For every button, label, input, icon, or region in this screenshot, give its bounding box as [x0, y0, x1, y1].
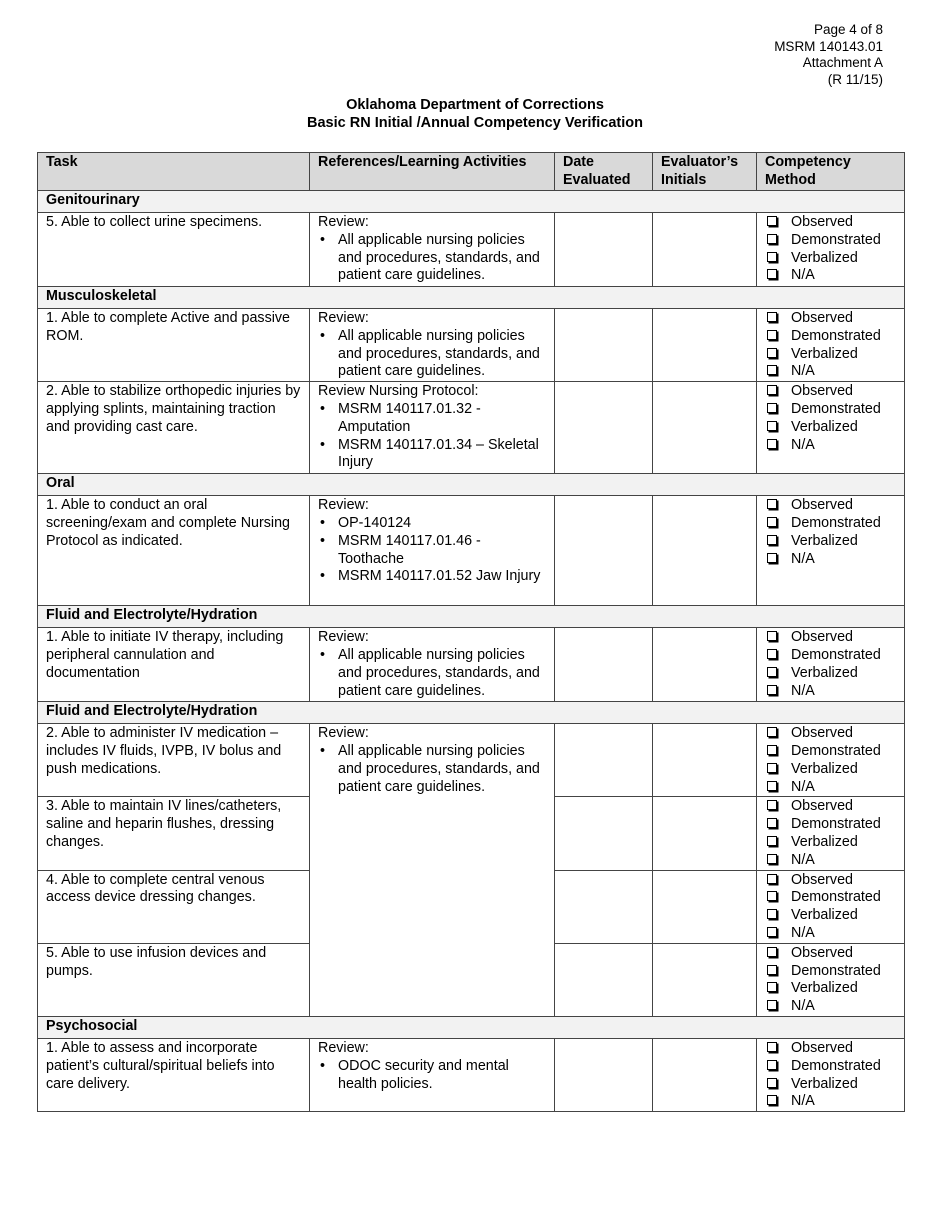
competency-option-label: Observed: [791, 725, 853, 742]
competency-option[interactable]: [765, 779, 897, 797]
competency-option-label: Observed: [791, 944, 853, 961]
references-heading: Review:: [318, 310, 369, 326]
competency-option[interactable]: [765, 383, 897, 401]
competency-option[interactable]: [765, 419, 897, 437]
competency-option-label: N/A: [791, 924, 815, 941]
competency-method-options: [765, 945, 897, 1016]
date-evaluated-cell[interactable]: [555, 1038, 653, 1111]
title-line-1: Oklahoma Department of Corrections: [346, 97, 604, 113]
reference-item: • MSRM 140117.01.46 - Toothache: [318, 533, 547, 569]
date-evaluated-cell[interactable]: [555, 943, 653, 1016]
competency-method-cell: [757, 943, 905, 1016]
competency-method-cell: [757, 724, 905, 797]
competency-option-label: N/A: [791, 267, 815, 284]
checkbox-icon[interactable]: [767, 312, 777, 322]
checkbox-icon[interactable]: [767, 1095, 777, 1105]
checkbox-icon[interactable]: [767, 982, 777, 992]
competency-method-options: [765, 310, 897, 381]
competency-option-label: Observed: [791, 871, 853, 888]
competency-method-cell: [757, 213, 905, 287]
competency-option-label: Demonstrated: [791, 231, 881, 248]
references-cell: [310, 213, 555, 287]
competency-option[interactable]: [765, 998, 897, 1016]
references-list: [318, 1058, 547, 1094]
competency-option-label: Demonstrated: [791, 742, 881, 759]
checkbox-icon[interactable]: [767, 439, 777, 449]
table-row: [38, 309, 905, 382]
checkbox-icon[interactable]: [767, 348, 777, 358]
competency-method-options: [765, 629, 897, 700]
reference-item: • MSRM 140117.01.52 Jaw Injury: [318, 568, 547, 586]
checkbox-icon[interactable]: [767, 891, 777, 901]
competency-option-label: Demonstrated: [791, 514, 881, 531]
competency-option-label: Observed: [791, 1039, 853, 1056]
references-heading: Review:: [318, 1039, 369, 1056]
competency-option-label: Verbalized: [791, 532, 858, 549]
checkbox-icon[interactable]: [767, 365, 777, 375]
competency-option-label: Demonstrated: [791, 1057, 881, 1074]
competency-option[interactable]: [765, 798, 897, 816]
date-evaluated-cell[interactable]: [555, 797, 653, 870]
page-number: Page 4 of 8: [813, 22, 883, 37]
competency-option-label: N/A: [791, 851, 815, 868]
table-row: [38, 628, 905, 702]
competency-option[interactable]: [765, 816, 897, 834]
competency-option[interactable]: [765, 725, 897, 743]
competency-option[interactable]: [765, 889, 897, 907]
references-list: [318, 401, 547, 472]
competency-option[interactable]: [765, 437, 897, 455]
competency-method-cell: [757, 797, 905, 870]
competency-option-label: Demonstrated: [791, 646, 881, 663]
title-line-2: Basic RN Initial /Annual Competency Verification: [307, 115, 643, 131]
references-heading: Review Nursing Protocol:: [318, 383, 479, 400]
evaluator-initials-cell[interactable]: [653, 213, 757, 287]
competency-method-options: [765, 497, 897, 568]
checkbox-icon[interactable]: [767, 649, 777, 659]
competency-option-label: Verbalized: [791, 418, 858, 435]
date-evaluated-cell[interactable]: [555, 309, 653, 382]
task-cell: [38, 382, 310, 474]
competency-option[interactable]: [765, 945, 897, 963]
col-evaluator-initials: Evaluator’s Initials: [653, 153, 757, 191]
checkbox-icon[interactable]: [767, 874, 777, 884]
evaluator-initials-cell[interactable]: [653, 496, 757, 606]
reference-item: • MSRM 140117.01.34 – Skeletal Injury: [318, 437, 547, 473]
competency-option-label: Demonstrated: [791, 816, 881, 833]
competency-option[interactable]: [765, 852, 897, 870]
competency-option[interactable]: [765, 250, 897, 268]
references-heading: Review:: [318, 725, 369, 742]
competency-option-label: N/A: [791, 998, 815, 1015]
task-text: 1. Able to assess and incorporate patient’s cultural/spiritual beliefs into care delivery.: [46, 1039, 275, 1092]
checkbox-icon[interactable]: [767, 947, 777, 957]
section-row: [38, 474, 905, 496]
task-cell: [38, 309, 310, 382]
competency-option-label: Verbalized: [791, 760, 858, 777]
section-row: [38, 606, 905, 628]
references-list: [318, 647, 547, 700]
checkbox-icon[interactable]: [767, 1060, 777, 1070]
checkbox-icon[interactable]: [767, 553, 777, 563]
references-cell: [310, 382, 555, 474]
checkbox-icon[interactable]: [767, 800, 777, 810]
task-text: 5. Able to use infusion devices and pumps.: [46, 944, 267, 979]
checkbox-icon[interactable]: [767, 909, 777, 919]
checkbox-icon[interactable]: [767, 535, 777, 545]
page-header: [774, 22, 883, 88]
competency-option-label: N/A: [791, 550, 815, 567]
checkbox-icon[interactable]: [767, 403, 777, 413]
competency-option[interactable]: [765, 363, 897, 381]
competency-option-label: Observed: [791, 214, 853, 230]
task-cell: [38, 496, 310, 606]
references-list: [318, 232, 547, 285]
competency-option[interactable]: [765, 1076, 897, 1094]
date-evaluated-cell[interactable]: [555, 628, 653, 702]
evaluator-initials-cell[interactable]: [653, 797, 757, 870]
references-list: [318, 515, 547, 586]
col-references: References/Learning Activities: [310, 153, 555, 191]
table-row: [38, 1038, 905, 1111]
competency-option[interactable]: [765, 665, 897, 683]
checkbox-icon[interactable]: [767, 234, 777, 244]
section-row: [38, 191, 905, 213]
document-title: [0, 96, 950, 132]
task-text: 1. Able to conduct an oral screening/exam and complete Nursing Protocol as indicated.: [46, 497, 290, 549]
task-text: 2. Able to administer IV medication – includes IV fluids, IVPB, IV bolus and push medications.: [46, 725, 282, 777]
competency-option-label: Observed: [791, 798, 853, 815]
checkbox-icon[interactable]: [767, 836, 777, 846]
competency-option-label: Verbalized: [791, 907, 858, 924]
competency-option-label: Observed: [791, 629, 853, 646]
task-cell: [38, 1038, 310, 1111]
section-musculoskeletal: Musculoskeletal: [38, 287, 905, 309]
competency-method-cell: [757, 870, 905, 943]
checkbox-icon[interactable]: [767, 499, 777, 509]
references-cell: [310, 724, 555, 1017]
competency-option[interactable]: [765, 1040, 897, 1058]
task-text: 4. Able to complete central venous access device dressing changes.: [46, 871, 265, 906]
attachment-label: Attachment A: [802, 55, 883, 70]
task-cell: [38, 797, 310, 870]
section-row: [38, 1016, 905, 1038]
task-text: 1. Able to initiate IV therapy, including peripheral cannulation and documentation: [46, 629, 284, 681]
competency-method-options: [765, 798, 897, 869]
competency-option[interactable]: [765, 533, 897, 551]
competency-option[interactable]: [765, 834, 897, 852]
competency-method-cell: [757, 309, 905, 382]
competency-option-label: Demonstrated: [791, 327, 881, 344]
table-row: [38, 382, 905, 474]
section-psychosocial: Psychosocial: [38, 1016, 905, 1038]
reference-item: • All applicable nursing policies and procedures, standards, and patient care guidelines.: [318, 743, 547, 796]
competency-option[interactable]: [765, 1058, 897, 1076]
competency-option-label: N/A: [791, 778, 815, 795]
section-fluid-electrolyte-2: Fluid and Electrolyte/Hydration: [38, 702, 905, 724]
table-header-row: [38, 153, 905, 191]
checkbox-icon[interactable]: [767, 269, 777, 279]
competency-option-label: Verbalized: [791, 980, 858, 997]
checkbox-icon[interactable]: [767, 667, 777, 677]
checkbox-icon[interactable]: [767, 727, 777, 737]
competency-option-label: Verbalized: [791, 1075, 858, 1092]
competency-option[interactable]: [765, 872, 897, 890]
reference-item: • ODOC security and mental health policies.: [318, 1058, 547, 1094]
task-text: 3. Able to maintain IV lines/catheters, saline and heparin flushes, dressing changes.: [46, 798, 282, 850]
competency-option-label: Observed: [791, 383, 853, 400]
date-evaluated-cell[interactable]: [555, 382, 653, 474]
date-evaluated-cell[interactable]: [555, 213, 653, 287]
checkbox-icon[interactable]: [767, 631, 777, 641]
reference-item: • MSRM 140117.01.32 - Amputation: [318, 401, 547, 437]
checkbox-icon[interactable]: [767, 965, 777, 975]
references-list: [318, 328, 547, 381]
checkbox-icon[interactable]: [767, 1000, 777, 1010]
date-evaluated-cell[interactable]: [555, 870, 653, 943]
checkbox-icon[interactable]: [767, 517, 777, 527]
competency-method-cell: [757, 628, 905, 702]
reference-item: • OP-140124: [318, 515, 547, 533]
date-evaluated-cell[interactable]: [555, 496, 653, 606]
revision-label: (R 11/15): [827, 71, 883, 87]
checkbox-icon[interactable]: [767, 818, 777, 828]
document-id: MSRM 140143.01: [774, 38, 883, 54]
competency-option[interactable]: [765, 647, 897, 665]
competency-table: [37, 152, 905, 1112]
section-fluid-electrolyte: Fluid and Electrolyte/Hydration: [38, 606, 905, 628]
competency-option[interactable]: [765, 925, 897, 943]
references-cell: [310, 1038, 555, 1111]
competency-option-label: N/A: [791, 363, 815, 380]
checkbox-icon[interactable]: [767, 1042, 777, 1052]
checkbox-icon[interactable]: [767, 1078, 777, 1088]
evaluator-initials-cell[interactable]: [653, 382, 757, 474]
reference-item: • All applicable nursing policies and procedures, standards, and patient care guidelines.: [318, 232, 547, 285]
competency-option-label: Demonstrated: [791, 962, 881, 979]
col-competency-method: Competency Method: [757, 153, 905, 191]
competency-option[interactable]: [765, 346, 897, 364]
competency-option[interactable]: [765, 907, 897, 925]
competency-option[interactable]: [765, 310, 897, 328]
competency-option[interactable]: [765, 497, 897, 515]
competency-option[interactable]: [765, 401, 897, 419]
table-row: [38, 213, 905, 287]
checkbox-icon[interactable]: [767, 421, 777, 431]
task-cell: [38, 213, 310, 287]
competency-option[interactable]: [765, 551, 897, 569]
checkbox-icon[interactable]: [767, 685, 777, 695]
task-text: 2. Able to stabilize orthopedic injuries by applying splints, maintaining traction and providing cast care.: [46, 383, 301, 435]
competency-option[interactable]: [765, 214, 897, 232]
task-cell: [38, 943, 310, 1016]
table-row: [38, 724, 905, 797]
date-evaluated-cell[interactable]: [555, 724, 653, 797]
section-row: [38, 287, 905, 309]
competency-option-label: Verbalized: [791, 664, 858, 681]
competency-method-options: [765, 214, 897, 285]
references-cell: [310, 496, 555, 606]
checkbox-icon[interactable]: [767, 745, 777, 755]
competency-method-cell: [757, 382, 905, 474]
task-cell: [38, 628, 310, 702]
competency-option-label: N/A: [791, 436, 815, 453]
evaluator-initials-cell[interactable]: [653, 724, 757, 797]
competency-option[interactable]: [765, 683, 897, 701]
checkbox-icon[interactable]: [767, 763, 777, 773]
checkbox-icon[interactable]: [767, 330, 777, 340]
evaluator-initials-cell[interactable]: [653, 1038, 757, 1111]
col-task: Task: [38, 153, 310, 191]
competency-option[interactable]: [765, 761, 897, 779]
task-cell: [38, 724, 310, 797]
competency-method-options: [765, 383, 897, 454]
task-cell: [38, 870, 310, 943]
evaluator-initials-cell[interactable]: [653, 628, 757, 702]
checkbox-icon[interactable]: [767, 854, 777, 864]
competency-option[interactable]: [765, 980, 897, 998]
competency-method-cell: [757, 1038, 905, 1111]
reference-item: • All applicable nursing policies and procedures, standards, and patient care guidelines.: [318, 647, 547, 700]
competency-option[interactable]: [765, 963, 897, 981]
competency-option[interactable]: [765, 743, 897, 761]
table-row: [38, 496, 905, 606]
competency-option-label: Verbalized: [791, 345, 858, 362]
competency-option-label: N/A: [791, 1093, 815, 1110]
competency-option[interactable]: [765, 267, 897, 285]
task-text: 1. Able to complete Active and passive ROM.: [46, 310, 290, 344]
references-heading: Review:: [318, 497, 369, 514]
references-cell: [310, 309, 555, 382]
references-list: [318, 743, 547, 796]
competency-option[interactable]: [765, 629, 897, 647]
competency-option[interactable]: [765, 515, 897, 533]
checkbox-icon[interactable]: [767, 252, 777, 262]
competency-option-label: Observed: [791, 497, 853, 514]
references-heading: Review:: [318, 214, 369, 230]
evaluator-initials-cell[interactable]: [653, 943, 757, 1016]
section-genitourinary: Genitourinary: [38, 191, 905, 213]
checkbox-icon[interactable]: [767, 216, 777, 226]
competency-option[interactable]: [765, 232, 897, 250]
competency-option[interactable]: [765, 1093, 897, 1111]
reference-item: • All applicable nursing policies and procedures, standards, and patient care guidelines.: [318, 328, 547, 381]
references-cell: [310, 628, 555, 702]
competency-option-label: Demonstrated: [791, 400, 881, 417]
competency-option-label: Verbalized: [791, 833, 858, 850]
evaluator-initials-cell[interactable]: [653, 309, 757, 382]
competency-option-label: Demonstrated: [791, 889, 881, 906]
competency-method-options: [765, 872, 897, 943]
checkbox-icon[interactable]: [767, 781, 777, 791]
checkbox-icon[interactable]: [767, 385, 777, 395]
references-heading: Review:: [318, 629, 369, 646]
task-text: 5. Able to collect urine specimens.: [46, 214, 263, 230]
checkbox-icon[interactable]: [767, 927, 777, 937]
section-row: [38, 702, 905, 724]
competency-option-label: Observed: [791, 310, 853, 326]
competency-method-cell: [757, 496, 905, 606]
col-date-evaluated: Date Evaluated: [555, 153, 653, 191]
section-oral: Oral: [38, 474, 905, 496]
competency-method-options: [765, 1040, 897, 1111]
competency-method-options: [765, 725, 897, 796]
competency-option-label: N/A: [791, 682, 815, 699]
competency-option-label: Verbalized: [791, 249, 858, 266]
competency-option[interactable]: [765, 328, 897, 346]
evaluator-initials-cell[interactable]: [653, 870, 757, 943]
